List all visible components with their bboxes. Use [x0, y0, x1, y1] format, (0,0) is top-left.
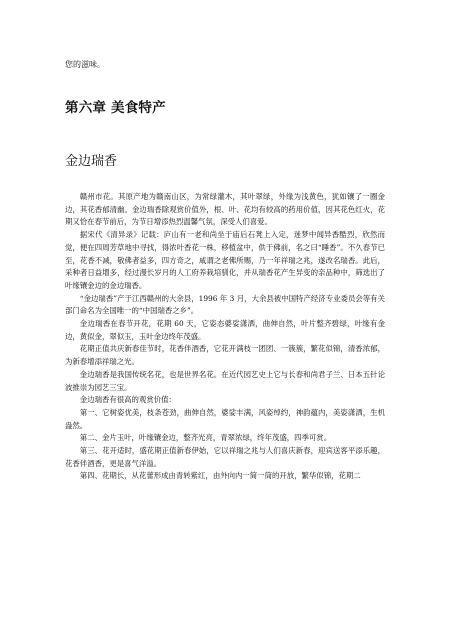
- paragraph: 花期正值共庆新春佳节时，花香伴酒香，它花开满枝一团团、一簇簇，繁花似锦，清香浓郁，为新春增添祥瑞之光。: [65, 344, 385, 367]
- chapter-title: 第六章 美食特产: [65, 100, 166, 116]
- paragraph: 赣州市花。其原产地为赣南山区，为常绿灌木，其叶翠绿，外缘为浅黄色，犹如镶了一圈金边，其花香郁清幽。金边瑞香除观赏价值外，根、叶、花均有较高的药用价值，因其花色红火，花期又恰在春节前后，为节日增添热烈温馨气氛，深受人们喜爱。: [65, 192, 385, 227]
- paragraph: 据宋代《清异录》记载：庐山有一老和尚坐于庙后石凳上入定，迷梦中闻异香酷烈，欣然而觉，便在四周芳草地中寻找，得浓叶香花一株，移植盆中，供于佛前，名之曰“睡香”。不久春节已至，花香不减，敬佛者益多，四方奇之，咸谓之老佛所赐，乃一年祥瑞之兆，遂改名瑞香。此后，采种者日益增多，经过漫长岁月的人工府养栽培驯化，并从瑞香花产生异变的亲品种中，筛选出了叶缘镶金边的金边瑞香。: [65, 230, 385, 290]
- paragraph: 金边瑞香有很高的观赏价值：: [79, 395, 176, 405]
- paragraph: 金边瑞香在春节开花，花期 60 天，它姿态婆娑潇洒，曲伸自然，叶片整齐碧绿，叶缘有金边，黄似金，翠似玉，玉叶金边终年茂盛。: [65, 319, 385, 341]
- section-title: 金边瑞香: [65, 154, 118, 169]
- paragraph: 第一、它树姿优美，枝条苍劲，曲伸自然，婆娑丰满，风姿绰约，神韵蕴内，美姿潇洒，生机盎然。: [65, 407, 385, 430]
- lead-text: 您的滋味。: [65, 60, 105, 69]
- paragraph: 第四、花期长，从花蕾形成由青转紫红，由外向内一简一筒的开放，繁华似锦，花期二: [79, 471, 361, 481]
- paragraph: 第三、花开适时，盛花期正值新春伊始，它以祥瑞之兆与人们喜庆新春，迎宾送客平添乐趣，花香伴酒香，更是喜气洋溢。: [65, 446, 385, 468]
- body-text: [65, 191, 385, 483]
- paragraph: 金边瑞香是我国传统名花，也是世界名花。在近代园艺史上它与长春和尚君子兰、日本五针论波推崇为园艺三宝。: [65, 369, 385, 392]
- paragraph: “金边瑞香”产于江西赣州的大余县，1996 年 3 月，大余县被中国特产经济专业委员会等有关部门命名为全国唯一的“中国瑞香之乡”。: [65, 293, 385, 316]
- paragraph: 第二、金片玉叶，叶缘镶金边，整齐光亮，青翠浓绿，终年茂盛，四季可赏。: [79, 433, 332, 443]
